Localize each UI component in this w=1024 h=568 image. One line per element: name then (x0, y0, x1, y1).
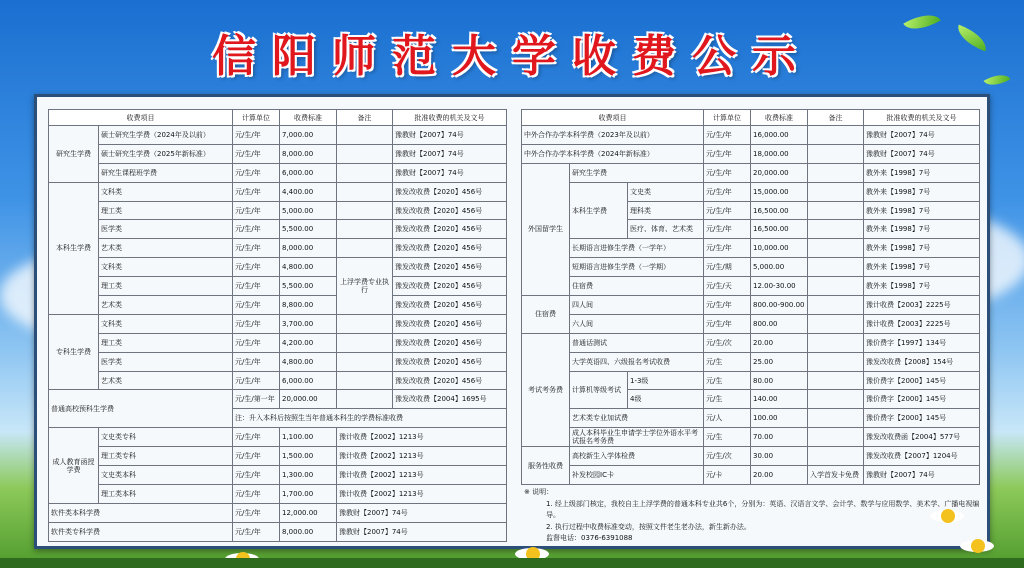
table-cell: 8,000.00 (280, 144, 337, 163)
table-cell: 元/生/年 (233, 258, 280, 277)
table-cell: 元/生/年 (233, 447, 280, 466)
table-cell: 理工类 (99, 277, 233, 296)
table-cell: 豫发改收费【2020】456号 (393, 258, 507, 277)
table-cell: 800.00 (751, 314, 808, 333)
table-cell: 10,000.00 (751, 239, 808, 258)
table-cell: 元/生 (704, 428, 751, 447)
daisy-center (941, 509, 955, 523)
table-cell: 1,700.00 (280, 484, 337, 503)
table-cell: 元/生/年 (233, 522, 280, 541)
table-cell: 豫发改收费【2020】456号 (393, 296, 507, 315)
table-cell: 元/生/年 (233, 201, 280, 220)
table-cell (808, 352, 864, 371)
table-cell: 教外来【1998】7号 (864, 220, 980, 239)
table-cell: 文史类本科 (99, 466, 233, 485)
table-cell: 元/生/年 (704, 201, 751, 220)
table-cell: 豫计收费【2002】1213号 (337, 447, 507, 466)
table-cell: 元/生/年 (233, 163, 280, 182)
table-cell: 理工类专科 (99, 447, 233, 466)
table-cell: 元/生 (704, 371, 751, 390)
table-row (49, 258, 507, 277)
table-row (522, 447, 980, 466)
table-row (49, 428, 507, 447)
table-cell (808, 258, 864, 277)
table-cell (808, 409, 864, 428)
table-cell (808, 296, 864, 315)
table-cell: 普通话测试 (570, 333, 704, 352)
table-cell (337, 239, 393, 258)
table-row (522, 182, 980, 201)
table-cell: 元/生/年 (233, 428, 280, 447)
right-fee-table (521, 109, 979, 485)
table-cell (337, 390, 393, 409)
table-cell: 长期语言进修生学费（一学年） (570, 239, 704, 258)
table-cell (337, 371, 393, 390)
table-cell: 4,800.00 (280, 258, 337, 277)
table-cell: 元/生/期 (704, 258, 751, 277)
table-cell: 艺术类专业加试费 (570, 409, 704, 428)
table-cell: 豫发改收费【2020】456号 (393, 333, 507, 352)
daisy-center (971, 539, 985, 553)
table-cell: 教外来【1998】7号 (864, 182, 980, 201)
table-cell: 16,000.00 (751, 126, 808, 145)
table-cell: 豫发改收费【2008】154号 (864, 352, 980, 371)
table-cell (337, 220, 393, 239)
table-cell: 四人间 (570, 296, 704, 315)
left-fee-table (48, 109, 506, 542)
table-cell: 考试考务费 (522, 333, 570, 446)
table-cell: 6,000.00 (280, 371, 337, 390)
table-row (522, 144, 980, 163)
table-cell: 医学类 (99, 220, 233, 239)
table-cell: 服务性收费 (522, 447, 570, 485)
table-cell: 豫发改收费【2004】1695号 (393, 390, 507, 409)
table-cell: 元/生/次 (704, 447, 751, 466)
table-row (522, 296, 980, 315)
table-row (49, 352, 507, 371)
table-cell: 豫价费字【2000】145号 (864, 409, 980, 428)
table-cell: 1,500.00 (280, 447, 337, 466)
table-cell: 补发校园IC卡 (570, 466, 704, 485)
table-cell: 文科类 (99, 182, 233, 201)
table-cell: 元/生/年 (233, 503, 280, 522)
table-row (49, 447, 507, 466)
table-cell: 元/生/次 (704, 333, 751, 352)
table-cell: 理科类 (628, 201, 704, 220)
table-cell: 元/生/年 (233, 277, 280, 296)
table-cell: 成人本科毕业生申请学士学位外语水平考试报名考务费 (570, 428, 704, 447)
table-cell (808, 428, 864, 447)
table-cell (808, 201, 864, 220)
table-row (522, 277, 980, 296)
table-cell: 收费标准 (280, 110, 337, 126)
page-title: 信阳师范大学收费公示 (212, 31, 812, 82)
fee-board (34, 94, 990, 549)
table-row (49, 144, 507, 163)
table-cell: 备注 (808, 110, 864, 126)
notes-heading: ※ 说明： (524, 488, 554, 496)
table-cell: 医学类 (99, 352, 233, 371)
table-row (522, 126, 980, 145)
table-cell: 研究生学费 (49, 126, 99, 183)
table-cell: 豫发改收费函【2004】577号 (864, 428, 980, 447)
table-cell: 元/生/年 (704, 163, 751, 182)
table-cell: 元/生/年 (233, 466, 280, 485)
table-cell: 豫发改收费【2020】456号 (393, 201, 507, 220)
table-cell (808, 239, 864, 258)
table-cell: 软件类专科学费 (49, 522, 233, 541)
table-cell: 豫发改收费【2020】456号 (393, 314, 507, 333)
table-cell: 豫计收费【2003】2225号 (864, 314, 980, 333)
grass-strip (0, 558, 1024, 568)
table-cell: 16,500.00 (751, 201, 808, 220)
table-cell: 800.00-900.00 (751, 296, 808, 315)
table-cell: 25.00 (751, 352, 808, 371)
table-cell: 元/生/第一年 (233, 390, 280, 409)
table-cell: 本科生学费 (570, 182, 628, 239)
table-cell (337, 333, 393, 352)
table-cell: 元/人 (704, 409, 751, 428)
table-cell: 豫价费字【1997】134号 (864, 333, 980, 352)
table-cell: 大学英语四、六级报名考试收费 (570, 352, 704, 371)
table-row (522, 371, 980, 390)
table-cell (808, 144, 864, 163)
table-cell: 中外合作办学本科学费（2023年及以前） (522, 126, 704, 145)
table-cell: 20.00 (751, 466, 808, 485)
table-cell: 12.00-30.00 (751, 277, 808, 296)
table-cell: 计算单位 (233, 110, 280, 126)
table-cell: 4,200.00 (280, 333, 337, 352)
table-cell: 计算单位 (704, 110, 751, 126)
table-cell: 理工类 (99, 201, 233, 220)
table-cell: 1,100.00 (280, 428, 337, 447)
table-cell: 豫教财【2007】74号 (393, 163, 507, 182)
table-cell (337, 126, 393, 145)
table-cell: 备注 (337, 110, 393, 126)
table-cell: 元/生/年 (233, 333, 280, 352)
table-row (522, 258, 980, 277)
table-row (522, 428, 980, 447)
table-cell: 18,000.00 (751, 144, 808, 163)
table-cell: 教外来【1998】7号 (864, 239, 980, 258)
note-item: 1. 经上级部门核定，我校自主上浮学费的普通本科专业共6个，分别为：英语、汉语言文学、会计学、数学与应用数学、美术学、广播电视编导。 (546, 499, 980, 519)
table-row (49, 314, 507, 333)
table-cell: 30.00 (751, 447, 808, 466)
table-cell: 住宿费 (570, 277, 704, 296)
table-cell: 教外来【1998】7号 (864, 201, 980, 220)
table-cell: 批准收费的机关及文号 (393, 110, 507, 126)
table-cell (808, 314, 864, 333)
table-row (49, 126, 507, 145)
table-cell: 研究生课程班学费 (99, 163, 233, 182)
table-cell: 中外合作办学本科学费（2024年新标准） (522, 144, 704, 163)
table-cell: 豫计收费【2003】2225号 (864, 296, 980, 315)
table-cell: 20.00 (751, 333, 808, 352)
table-row (49, 239, 507, 258)
table-cell (337, 182, 393, 201)
table-cell: 专科生学费 (49, 314, 99, 390)
table-cell: 普通高校预科生学费 (49, 390, 233, 428)
table-cell: 豫教财【2007】74号 (393, 144, 507, 163)
table-cell: 元/卡 (704, 466, 751, 485)
table-cell: 收费项目 (49, 110, 233, 126)
table-cell: 元/生/年 (233, 182, 280, 201)
table-cell: 4级 (628, 390, 704, 409)
table-row (49, 333, 507, 352)
table-cell: 医疗、体育、艺术类 (628, 220, 704, 239)
table-cell: 8,000.00 (280, 522, 337, 541)
table-cell: 元/生/年 (704, 220, 751, 239)
table-cell: 20,000.00 (280, 390, 337, 409)
table-cell: 教外来【1998】7号 (864, 258, 980, 277)
table-cell (808, 182, 864, 201)
table-cell: 4,800.00 (280, 352, 337, 371)
table-cell: 豫教财【2007】74号 (864, 144, 980, 163)
table-cell: 元/生/年 (233, 220, 280, 239)
table-cell: 8,000.00 (280, 239, 337, 258)
table-row (49, 484, 507, 503)
table-row (522, 333, 980, 352)
table-cell: 豫价费字【2000】145号 (864, 390, 980, 409)
table-cell: 元/生/年 (704, 296, 751, 315)
table-cell: 豫发改收费【2020】456号 (393, 277, 507, 296)
table-cell: 豫教财【2007】74号 (393, 126, 507, 145)
table-cell: 元/生/年 (704, 182, 751, 201)
table-cell (808, 163, 864, 182)
table-cell: 元/生/年 (233, 144, 280, 163)
table-cell: 理工类 (99, 333, 233, 352)
table-cell: 元/生/年 (233, 239, 280, 258)
table-row (49, 277, 507, 296)
table-cell: 元/生/年 (704, 126, 751, 145)
table-cell: 豫计收费【2002】1213号 (337, 466, 507, 485)
table-cell: 5,500.00 (280, 220, 337, 239)
table-cell (337, 314, 393, 333)
table-cell (808, 371, 864, 390)
table-cell: 元/生/天 (704, 277, 751, 296)
table-cell: 豫教财【2007】74号 (864, 466, 980, 485)
table-cell (808, 333, 864, 352)
table-cell: 软件类本科学费 (49, 503, 233, 522)
table-row (49, 201, 507, 220)
table-cell: 元/生 (704, 390, 751, 409)
table-cell: 外国留学生 (522, 163, 570, 295)
table-cell: 12,000.00 (280, 503, 337, 522)
table-cell: 豫发改收费【2007】1204号 (864, 447, 980, 466)
table-cell: 本科生学费 (49, 182, 99, 314)
table-cell: 豫教财【2007】74号 (864, 126, 980, 145)
table-cell: 100.00 (751, 409, 808, 428)
table-cell: 文科类 (99, 314, 233, 333)
table-cell: 艺术类 (99, 296, 233, 315)
table-cell: 1-3级 (628, 371, 704, 390)
table-cell: 文史类专科 (99, 428, 233, 447)
table-row (49, 390, 507, 409)
table-row (522, 314, 980, 333)
table-cell (808, 447, 864, 466)
table-cell: 80.00 (751, 371, 808, 390)
table-cell: 元/生/年 (233, 484, 280, 503)
table-cell: 豫发改收费【2020】456号 (393, 352, 507, 371)
table-cell: 批准收费的机关及文号 (864, 110, 980, 126)
table-row (522, 352, 980, 371)
table-cell: 收费标准 (751, 110, 808, 126)
table-cell: 元/生/年 (704, 144, 751, 163)
table-cell: 5,000.00 (751, 258, 808, 277)
table-cell: 豫教财【2007】74号 (337, 522, 507, 541)
table-cell: 8,800.00 (280, 296, 337, 315)
table-cell: 入学首发卡免费 (808, 466, 864, 485)
table-row (49, 296, 507, 315)
table-cell: 文科类 (99, 258, 233, 277)
table-row (49, 163, 507, 182)
table-cell: 豫计收费【2002】1213号 (337, 428, 507, 447)
table-cell: 元/生/年 (233, 126, 280, 145)
table-row (522, 239, 980, 258)
table-row (522, 409, 980, 428)
table-cell (337, 352, 393, 371)
table-cell: 豫发改收费【2020】456号 (393, 239, 507, 258)
table-cell: 硕士研究生学费（2025年新标准） (99, 144, 233, 163)
floating-fee-note: 上浮学费专业执行 (337, 258, 393, 315)
table-cell (337, 201, 393, 220)
table-cell (808, 126, 864, 145)
table-cell: 豫发改收费【2020】456号 (393, 220, 507, 239)
table-cell: 注：升入本科后按照生当年普通本科生的学费标准收费 (233, 409, 507, 428)
table-cell: 收费项目 (522, 110, 704, 126)
table-cell: 高校新生入学体检费 (570, 447, 704, 466)
table-row (49, 522, 507, 541)
table-cell: 教外来【1998】7号 (864, 163, 980, 182)
table-cell: 4,400.00 (280, 182, 337, 201)
table-cell: 艺术类 (99, 371, 233, 390)
table-row (49, 182, 507, 201)
table-cell: 豫教财【2007】74号 (337, 503, 507, 522)
table-cell: 计算机等级考试 (570, 371, 628, 409)
supervision-phone: 监督电话：0376-6391088 (546, 534, 633, 542)
table-row (49, 371, 507, 390)
table-cell: 140.00 (751, 390, 808, 409)
notes-section (524, 487, 982, 545)
table-cell: 15,000.00 (751, 182, 808, 201)
table-cell: 元/生/年 (704, 314, 751, 333)
table-cell (808, 390, 864, 409)
table-cell: 16,500.00 (751, 220, 808, 239)
table-cell: 研究生学费 (570, 163, 704, 182)
table-cell: 5,500.00 (280, 277, 337, 296)
table-cell (337, 144, 393, 163)
table-row (522, 466, 980, 485)
table-cell: 住宿费 (522, 296, 570, 334)
table-cell: 元/生/年 (233, 296, 280, 315)
table-cell: 元/生/年 (233, 352, 280, 371)
table-cell: 短期语言进修生学费（一学期） (570, 258, 704, 277)
table-cell (337, 163, 393, 182)
table-cell: 元/生/年 (704, 239, 751, 258)
table-cell: 元/生/年 (233, 314, 280, 333)
table-cell: 豫计收费【2002】1213号 (337, 484, 507, 503)
table-cell: 六人间 (570, 314, 704, 333)
table-cell: 教外来【1998】7号 (864, 277, 980, 296)
table-cell: 3,700.00 (280, 314, 337, 333)
table-cell (808, 277, 864, 296)
table-cell: 6,000.00 (280, 163, 337, 182)
table-cell: 元/生 (704, 352, 751, 371)
table-cell (808, 220, 864, 239)
table-cell: 20,000.00 (751, 163, 808, 182)
table-cell: 理工类本科 (99, 484, 233, 503)
table-cell: 艺术类 (99, 239, 233, 258)
table-cell: 豫发改收费【2020】456号 (393, 182, 507, 201)
table-cell: 70.00 (751, 428, 808, 447)
table-cell: 豫发改收费【2020】456号 (393, 371, 507, 390)
table-row (49, 220, 507, 239)
note-item: 2. 执行过程中收费标准变动，按照文件老生老办法，新生新办法。 (546, 522, 751, 531)
table-row (49, 503, 507, 522)
table-row (49, 466, 507, 485)
table-cell: 7,000.00 (280, 126, 337, 145)
table-cell: 文史类 (628, 182, 704, 201)
table-cell: 豫价费字【2000】145号 (864, 371, 980, 390)
table-cell: 成人教育函授学费 (49, 428, 99, 504)
table-cell: 1,300.00 (280, 466, 337, 485)
table-cell: 5,000.00 (280, 201, 337, 220)
table-cell: 元/生/年 (233, 371, 280, 390)
table-cell: 硕士研究生学费（2024年及以前） (99, 126, 233, 145)
table-row (522, 163, 980, 182)
